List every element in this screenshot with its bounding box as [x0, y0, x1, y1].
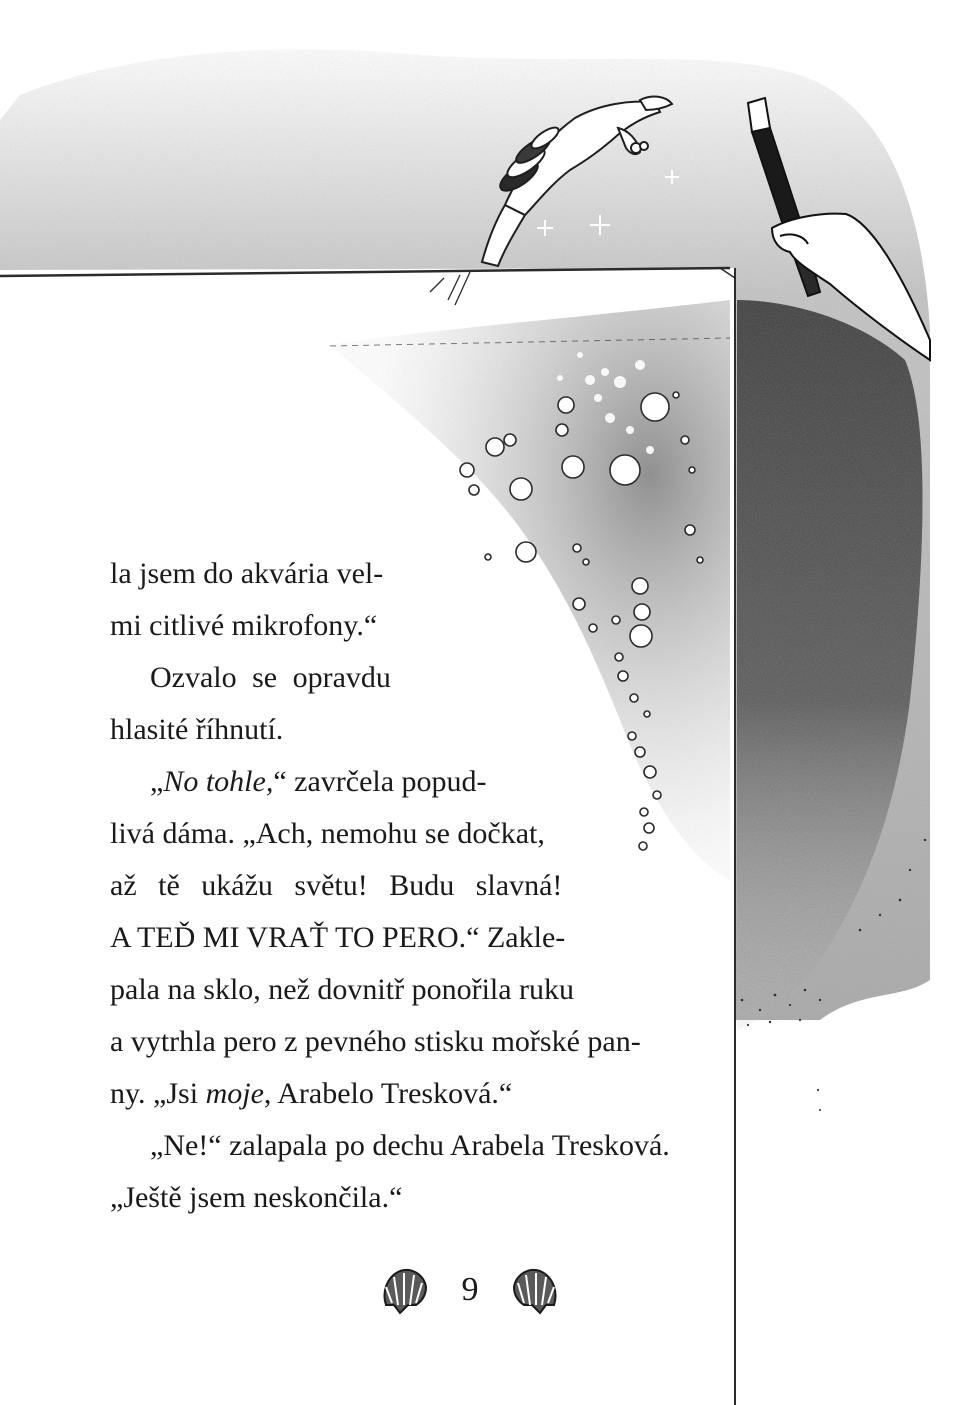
text-line: „Ne!“ zalapala po dechu Arabela Tresková.: [150, 1129, 670, 1162]
text-fragment: , Arabelo Tresková.“: [263, 1077, 513, 1110]
text-fragment: “ zavrčela popud-: [273, 765, 487, 798]
text-line: Ozvalo se opravdu: [150, 661, 391, 694]
emphasis-text: No tohle,: [163, 765, 274, 798]
page-footer: [380, 1262, 560, 1318]
text-fragment: „: [150, 765, 164, 798]
text-line: la jsem do akvária vel-: [110, 557, 384, 590]
page-number: 9: [461, 1271, 479, 1308]
text-fragment: ny. „Jsi: [110, 1077, 206, 1110]
drip-lines: [430, 272, 470, 305]
emphasis-text: moje: [205, 1077, 264, 1110]
text-line: až tě ukážu světu! Budu slavná!: [110, 869, 563, 902]
text-line: hlasité říhnutí.: [110, 713, 284, 746]
text-line: a vytrhla pero z pevného stisku mořské pan-: [110, 1025, 641, 1058]
shell-icon: [512, 1265, 560, 1315]
text-line: livá dáma. „Ach, nemohu se dočkat,: [110, 817, 545, 850]
text-line: mi citlivé mikrofony.“: [110, 609, 378, 642]
text-line: [110, 756, 725, 808]
text-line: [110, 1068, 725, 1120]
shell-icon: [380, 1265, 428, 1315]
text-line: A TEĎ MI VRAŤ TO PERO.“ Zakle-: [110, 921, 566, 954]
text-line: „Ještě jsem neskončila.“: [110, 1181, 403, 1214]
story-text: [110, 548, 725, 1224]
text-line: pala na sklo, než dovnitř ponořila ruku: [110, 973, 575, 1006]
